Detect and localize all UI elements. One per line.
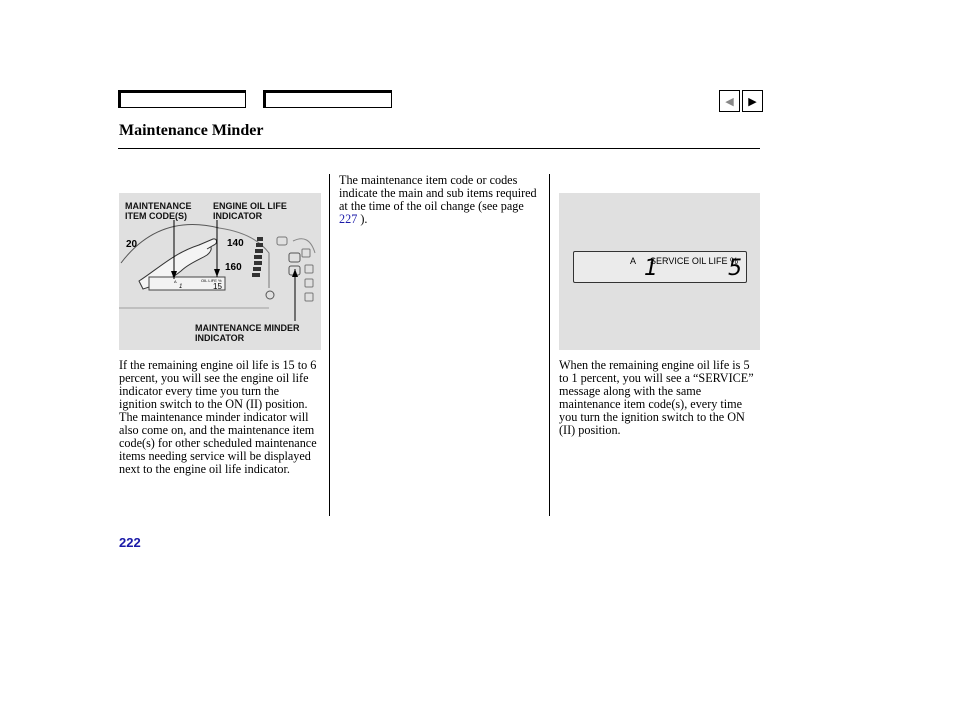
instrument-cluster-figure <box>119 193 321 350</box>
section-tab-2[interactable] <box>263 90 392 108</box>
engine-oil-life-label: ENGINE OIL LIFE INDICATOR <box>213 201 287 221</box>
triangle-right-icon: ▶ <box>748 94 757 108</box>
lcd1-a-text: A <box>174 279 177 284</box>
cluster-drawing <box>119 193 321 350</box>
column2-text-after: ). <box>357 212 368 226</box>
column-divider-1 <box>329 174 330 516</box>
lcd1-oil-text: OIL LIFE % <box>201 278 222 283</box>
column-divider-2 <box>549 174 550 516</box>
column1-paragraph: If the remaining engine oil life is 15 to 6 percent, you will see the engine oil life indicator every time you turn the ignition switch to the ON (II) position. The maintenance minder indicator will also come on, and the maintenance item code(s) for other scheduled maintenance items needing service will be displayed next to the engine oil life indicator. <box>119 358 317 476</box>
page-title: Maintenance Minder <box>119 122 264 139</box>
lcd1-15-text: 15 <box>213 282 222 291</box>
previous-page-button[interactable] <box>719 90 740 112</box>
title-divider <box>118 148 760 149</box>
gauge-140-text: 140 <box>227 238 244 249</box>
lcd1-1-text: 1 <box>179 284 183 290</box>
service-lcd-figure <box>559 193 760 350</box>
lcd2-item-code: 1 <box>644 256 658 281</box>
column2-text-before: The maintenance item code or codes indicate the main and sub items required at the time of the oil change (see page <box>339 173 537 213</box>
gauge-20-text: 20 <box>126 239 138 250</box>
lcd2-oil-life-value: 5 <box>728 256 742 281</box>
next-page-button[interactable] <box>742 90 763 112</box>
service-lcd-display <box>573 251 747 283</box>
triangle-left-icon: ◀ <box>725 94 734 108</box>
lcd2-service-text: SERVICE OIL LIFE % <box>650 256 739 266</box>
lcd2-a-text: A <box>630 256 637 266</box>
maintenance-item-code-label: MAINTENANCE ITEM CODE(S) <box>125 201 192 221</box>
page-227-link[interactable]: 227 <box>339 212 358 226</box>
column2-paragraph <box>339 174 545 226</box>
page-number: 222 <box>119 535 141 550</box>
maintenance-minder-label: MAINTENANCE MINDER INDICATOR <box>195 323 300 343</box>
column3-paragraph: When the remaining engine oil life is 5 to 1 percent, you will see a “SERVICE” message along with the same maintenance item code(s), every time you turn the ignition switch to the ON (II) position. <box>559 358 754 437</box>
section-tab-1[interactable] <box>118 90 246 108</box>
gauge-160-text: 160 <box>225 262 242 273</box>
